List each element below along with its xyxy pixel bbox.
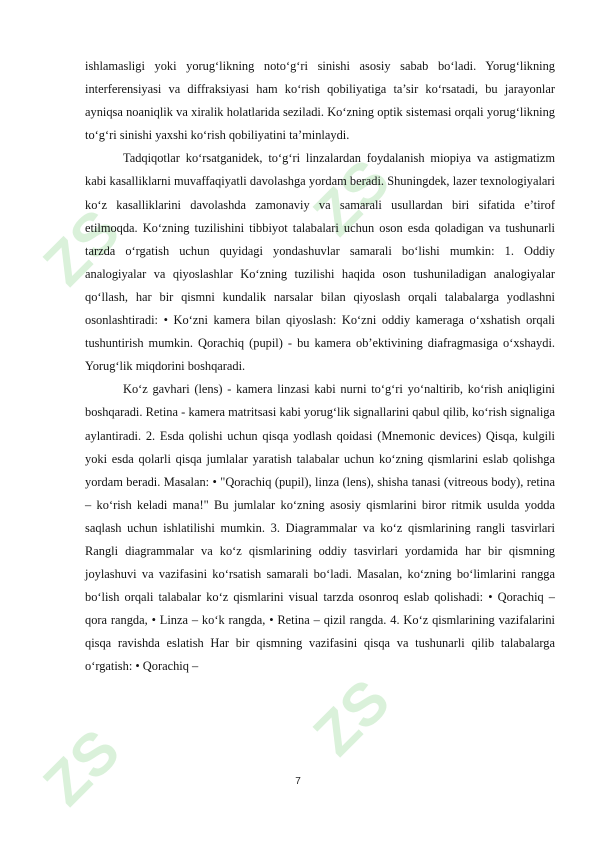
paragraph-3: Ko‘z gavhari (lens) - kamera linzasi kabi nurni to‘g‘ri yo‘naltirib, ko‘rish aniqligini boshqaradi. Retina - kamera matritsasi kabi yorug‘lik signallarini qabul qilib, ko‘rish signaliga aylantiradi. 2. Esda qolishi uchun qisqa yodlash qoidasi (Mnemonic devices) Qisqa, kulgili yoki esda qolarli qisqa jumlalar yaratish talabalar uchun ko‘zning qismlarini eslab qolishga yordam beradi. Masalan: • "Qorachiq (pupil), linza (lens), shisha tanasi (vitreous body), retina – ko‘rish keladi mana!" Bu jumlalar ko‘zning asosiy qismlarini biror ritmik usulda yodda saqlash uchun ishlatilishi mumkin. 3. Diagrammalar va ko‘z qismlarining rangli tasvirlari Rangli diagrammalar va ko‘z qismlarining oddiy tasvirlari yordamida har bir qismning joylashuvi va vazifasini ko‘rsatish samarali bo‘ladi. Masalan, ko‘zning bo‘limlarini rangga bo‘lish orqali talabalar ko‘z qismlarini visual tarzda osonroq eslab qolishadi: • Qorachiq – qora rangda, • Linza – ko‘k rangda, • Retina – qizil rangda. 4. Ko‘z qismlarining vazifalarini qisqa ravishda eslatish Har bir qismning vazifasini qisqa va tushunarli qilib talabalarga o‘rgatish: • Qorachiq – bbox=[85, 382, 555, 674]
watermark-mark-2: ZS bbox=[300, 146, 403, 249]
watermark-mark-4: ZS bbox=[300, 666, 403, 769]
page-number: 7 bbox=[295, 776, 301, 787]
watermark-mark-3: ZS bbox=[30, 716, 133, 819]
paragraph-1: ishlamasligi yoki yorug‘likning noto‘g‘ri sinishi asosiy sabab bo‘ladi. Yorug‘likning interferensiyasi va diffraksiyasi ham ko‘rish qobiliyatiga ta’sir ko‘rsatadi, bu jarayonlar ayniqsa noaniqlik va xiralik holatlarida seziladi. Ko‘zning optik sistemasi orqali yorug‘likning to‘g‘ri sinishi yaxshi ko‘rish qobiliyatini ta’minlaydi. bbox=[85, 59, 555, 143]
document-body bbox=[85, 55, 555, 679]
paragraph-2: Tadqiqotlar ko‘rsatganidek, to‘g‘ri linzalardan foydalanish miopiya va astigmatizm kabi kasalliklarni muvaffaqiyatli davolashga yordam beradi. Shuningdek, lazer texnologiyalari ko‘z kasalliklarini davolashda zamonaviy va samarali usullardan biri sifatida e’tirof etilmoqda. Ko‘zning tuzilishini tibbiyot talabalari uchun oson esda qoladigan va tushunarli tarzda o‘rgatish uchun quyidagi yondashuvlar samarali bo‘lishi mumkin: 1. Oddiy analogiyalar va qiyoslashlar Ko‘zning tuzilishi haqida oson tushuniladigan analogiyalar qo‘llash, har bir qismni kundalik narsalar bilan qiyoslash orqali talabalarga yodlashni osonlashtiradi: • Ko‘zni kamera bilan qiyoslash: Ko‘zni oddiy kameraga o‘xshatish orqali tushuntirish mumkin. Qorachiq (pupil) - bu kamera ob’ektivining diafragmasiga o‘xshaydi. Yorug‘lik miqdorini boshqaradi. bbox=[85, 151, 555, 374]
watermark-mark-1: ZS bbox=[30, 196, 133, 299]
